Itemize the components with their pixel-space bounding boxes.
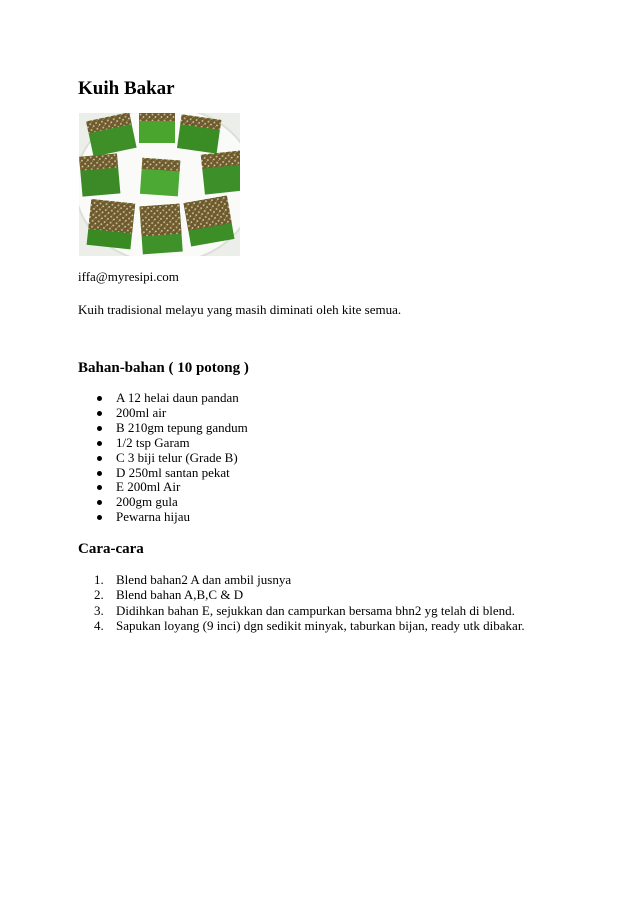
ingredient-text: 1/2 tsp Garam [116,434,190,450]
ingredient-item [78,466,248,481]
kuih-photo-illustration [79,113,240,256]
bullet-icon [97,426,102,431]
bullet-icon [97,471,102,476]
ingredient-text: Pewarna hijau [116,509,191,525]
method-step [78,572,525,587]
ingredient-item [78,421,248,436]
recipe-title: Kuih Bakar [78,78,175,99]
method-steps-list [78,572,525,633]
step-number: 2. [94,587,104,603]
bullet-icon [97,411,102,416]
step-text: Sapukan loyang (9 inci) dgn sedikit minyak, taburkan bijan, ready utk dibakar. [116,617,525,633]
step-number: 1. [94,572,104,587]
step-text: Blend bahan A,B,C & D [116,587,244,603]
bullet-icon [97,441,102,446]
bullet-icon [97,485,102,490]
ingredient-text: C 3 biji telur (Grade B) [116,449,238,465]
step-number: 4. [94,617,104,633]
ingredient-item [78,391,248,406]
ingredient-item [78,480,248,495]
kuih-photo [79,113,240,256]
ingredient-text: A 12 helai daun pandan [116,390,239,405]
ingredient-text: E 200ml Air [116,479,181,495]
ingredient-text: 200gm gula [116,494,178,510]
author-email: iffa@myresipi.com [78,269,179,284]
ingredient-item [78,436,248,451]
ingredients-heading: Bahan-bahan ( 10 potong ) [78,360,249,376]
ingredient-item [78,451,248,466]
ingredient-text: B 210gm tepung gandum [116,419,248,435]
method-step [78,618,525,633]
step-text: Blend bahan2 A dan ambil jusnya [116,572,292,587]
ingredients-list [78,391,248,525]
bullet-icon [97,500,102,505]
bullet-icon [97,396,102,401]
ingredient-item [78,510,248,525]
ingredient-item [78,406,248,421]
bullet-icon [97,515,102,520]
step-text: Didihkan bahan E, sejukkan dan campurkan bersama bhn2 yg telah di blend. [116,602,515,618]
method-step [78,603,525,618]
method-step [78,587,525,602]
ingredient-item [78,495,248,510]
recipe-description: Kuih tradisional melayu yang masih diminati oleh kite semua. [78,302,402,317]
bullet-icon [97,456,102,461]
step-number: 3. [94,602,104,618]
method-heading: Cara-cara [78,541,144,557]
ingredient-text: 200ml air [116,404,167,420]
ingredient-text: D 250ml santan pekat [116,464,230,480]
